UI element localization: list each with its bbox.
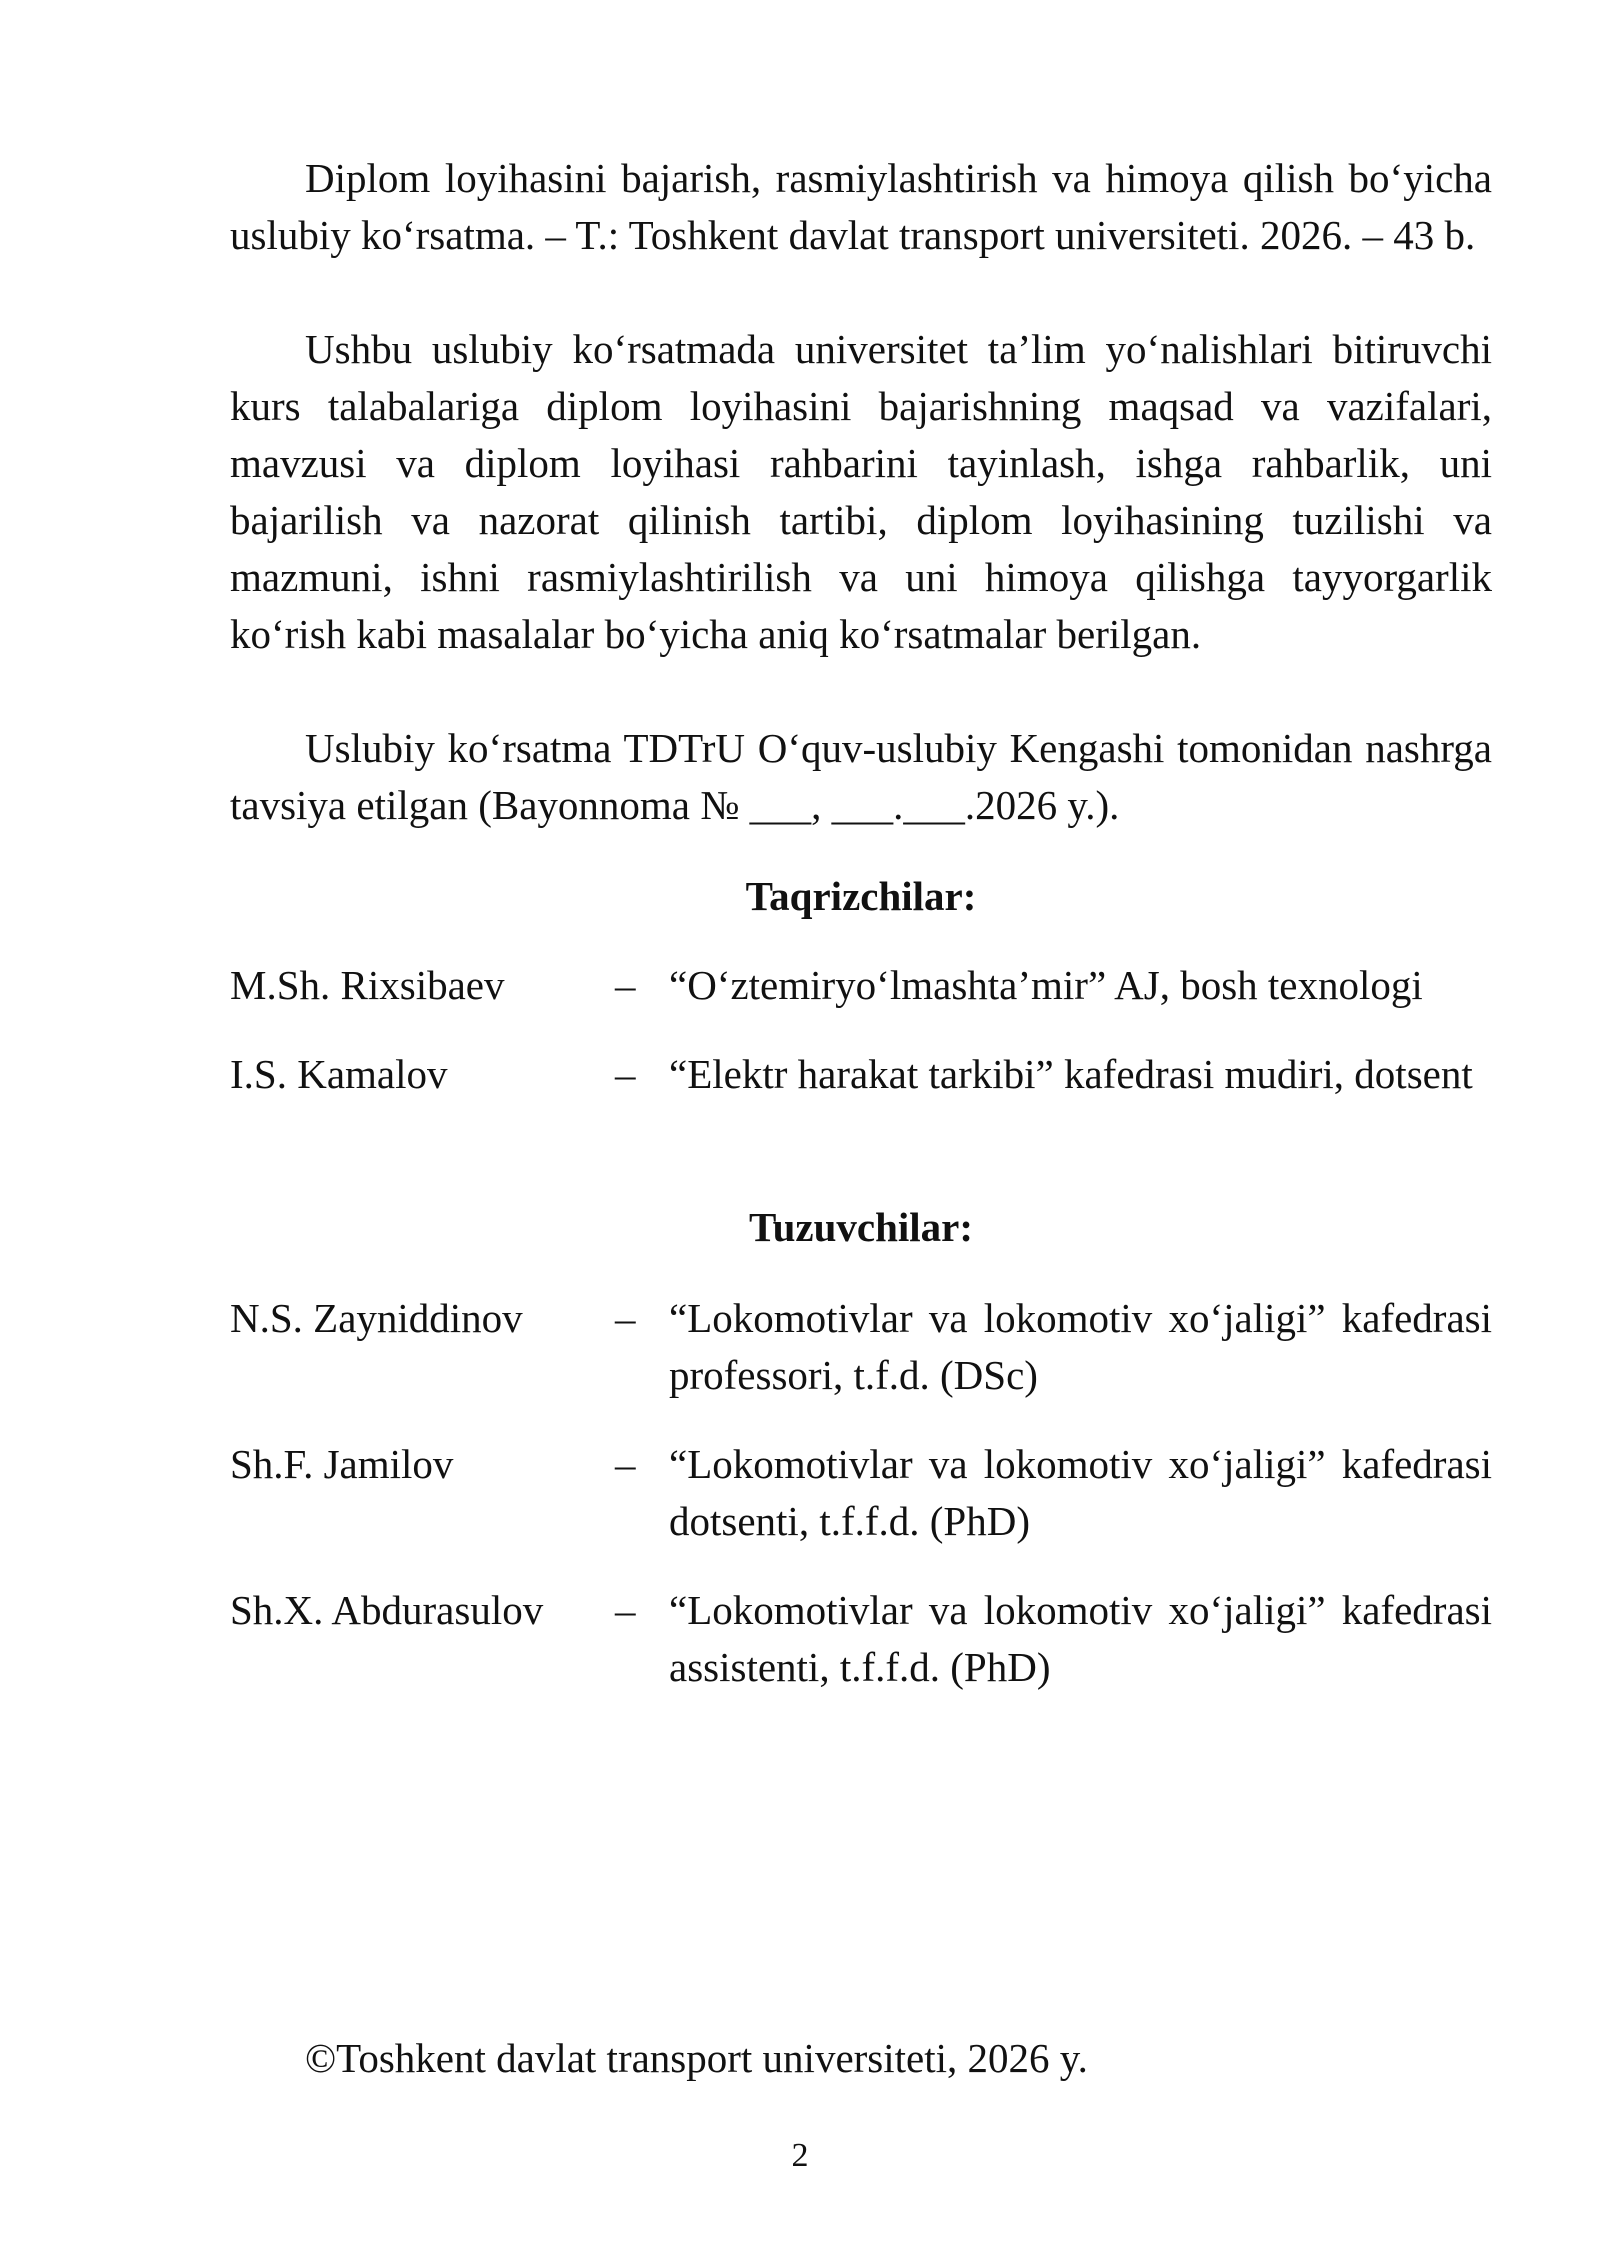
author-role: “Lokomotivlar va lokomotiv xo‘jaligi” kafedrasi assistenti, t.f.f.d. (PhD) [669,1587,1492,1690]
reviewer-row [230,1046,1492,1103]
reviewer-name: I.S. Kamalov [230,1051,448,1097]
reviewer-dash: – [615,1051,636,1097]
author-role: “Lokomotivlar va lokomotiv xo‘jaligi” kafedrasi professori, t.f.d. (DSc) [669,1295,1492,1398]
reviewers-list [230,957,1492,1103]
author-name: Sh.F. Jamilov [230,1441,454,1487]
reviewer-role: “Elektr harakat tarkibi” kafedrasi mudiri, dotsent [669,1051,1473,1097]
reviewer-name: M.Sh. Rixsibaev [230,962,505,1008]
reviewer-dash: – [615,962,636,1008]
author-dash: – [615,1587,636,1633]
author-dash: – [615,1441,636,1487]
author-name: Sh.X. Abdurasulov [230,1587,544,1633]
document-page [230,150,1492,1696]
copyright-line: ©Toshkent davlat transport universiteti, 2026 y. [305,2035,1088,2081]
author-row [230,1290,1492,1404]
abstract-paragraph: Ushbu uslubiy ko‘rsatmada universitet ta’lim yo‘nalishlari bitiruvchi kurs talabalariga diplom loyihasini bajarishning maqsad va vazifalari, mavzusi va diplom loyihasi rahbarini tayinlash, ishga rahbarlik, uni bajarilish va nazorat qilinish tartibi, diplom loyihasining tuzilishi va mazmuni, ishni rasmiylashtirilish va uni himoya qilishga tayyorgarlik ko‘rish kabi masalalar bo‘yicha aniq ko‘rsatmalar berilgan. [230,326,1492,657]
author-row [230,1582,1492,1696]
author-row [230,1436,1492,1550]
author-role: “Lokomotivlar va lokomotiv xo‘jaligi” kafedrasi dotsenti, t.f.f.d. (PhD) [669,1441,1492,1544]
citation-paragraph: Diplom loyihasini bajarish, rasmiylashtirish va himoya qilish bo‘yicha uslubiy ko‘rsatma. – T.: Toshkent davlat transport universiteti. 2026. – 43 b. [230,155,1492,258]
authors-title: Tuzuvchilar: [748,1204,974,1250]
reviewer-row [230,957,1492,1014]
authors-list [230,1290,1492,1696]
author-name: N.S. Zayniddinov [230,1295,523,1341]
reviewer-role: “O‘ztemiryo‘lmashta’mir” AJ, bosh texnologi [669,962,1423,1008]
approval-paragraph: Uslubiy ko‘rsatma TDTrU O‘quv-uslubiy Kengashi tomonidan nashrga tavsiya etilgan (Bayonnoma № ___, ___.___.2026 y.). [230,725,1492,828]
author-dash: – [615,1295,636,1341]
reviewers-title: Taqrizchilar: [745,873,977,919]
page-number: 2 [791,2137,809,2174]
